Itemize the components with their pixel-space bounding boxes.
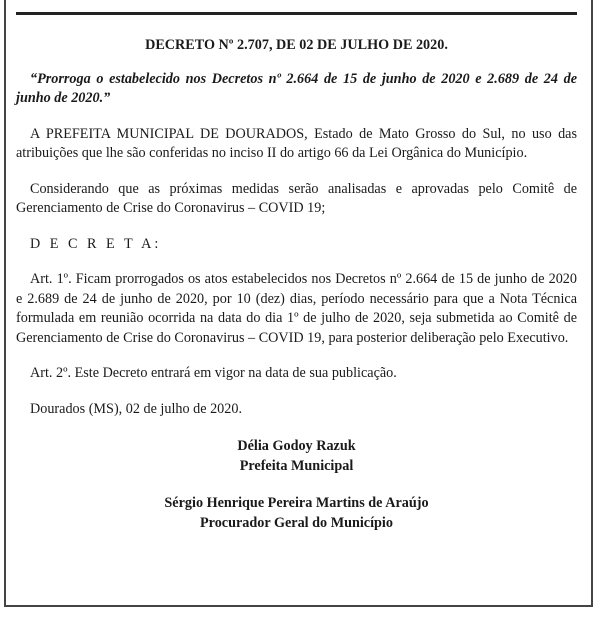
signatory-name: Délia Godoy Razuk [237, 438, 356, 454]
article-1: Art. 1º. Ficam prorrogados os atos estabelecidos nos Decretos nº 2.664 de 15 de junho de 2020 e 2.689 de 24 de junho de 2020, por 10 (dez) dias, período necessário para que a Nota Técnica formulada em reunião ocorrida na data do dia 1º de julho de 2020, seja submetida ao Comitê de Gerenciamento de Crise do Coronavirus – COVID 19, para posterior deliberação pelo Executivo. [16, 271, 577, 346]
place-date: Dourados (MS), 02 de julho de 2020. [30, 400, 243, 417]
preamble-paragraph: A PREFEITA MUNICIPAL DE DOURADOS, Estado de Mato Grosso do Sul, no uso das atribuições que lhe são conferidas no inciso II do artigo 66 da Lei Orgânica do Município. [16, 125, 577, 161]
signatory-name: Sérgio Henrique Pereira Martins de Araújo [164, 495, 429, 511]
top-rule [16, 12, 577, 15]
signatory-role: Prefeita Municipal [239, 457, 354, 474]
decree-document [16, 26, 577, 551]
signature-attorney [16, 494, 577, 533]
decreta-heading: D E C R E T A: [30, 235, 162, 252]
signature-mayor [16, 437, 577, 476]
considering-paragraph: Considerando que as próximas medidas serão analisadas e aprovadas pelo Comitê de Gerenciamento de Crise do Coronavirus – COVID 19; [16, 180, 577, 216]
decree-subtitle: “Prorroga o estabelecido nos Decretos nº 2.664 de 15 de junho de 2020 e 2.689 de 24 de junho de 2020.” [16, 70, 577, 106]
decree-title: DECRETO Nº 2.707, DE 02 DE JULHO DE 2020. [145, 37, 448, 53]
signatory-role: Procurador Geral do Município [200, 514, 393, 531]
article-2: Art. 2º. Este Decreto entrará em vigor na data de sua publicação. [30, 365, 397, 381]
